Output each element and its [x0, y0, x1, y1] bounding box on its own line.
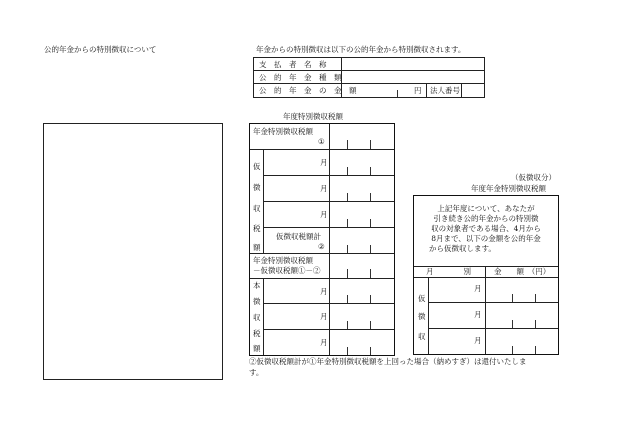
notice-month-unit-1: 月	[474, 284, 482, 293]
pension-amount-label: 公 的 年 金 の 金 額	[259, 86, 357, 95]
provisional-side-char-3: 収	[418, 332, 426, 341]
provisional-label-char-4: 税	[253, 224, 261, 233]
provisional-total-label: 仮徴収税額計	[276, 232, 321, 241]
main-label-char-4: 税	[253, 329, 261, 338]
notice-line-3: 収の対象者である場合、4月から	[431, 224, 541, 233]
payer-name-label-cell	[253, 57, 342, 71]
provisional-table-body	[414, 277, 558, 354]
provisional-label-char-5: 額	[253, 243, 261, 252]
notice-line-5: から仮徴収します。	[429, 244, 496, 253]
col-amount-header: 金 額 （円）	[494, 267, 551, 276]
corp-number-value-cell	[462, 83, 485, 98]
difference-label-line1: 年金特別徴収税額	[253, 256, 313, 265]
provisional-label-char-3: 収	[253, 204, 261, 213]
corp-number-label: 法人番号	[430, 86, 460, 95]
annual-table-caption: 年度特別徴収税額	[283, 112, 343, 121]
pension-type-label-cell	[253, 70, 342, 84]
right-section-title: 年金からの特別徴収は以下の公的年金から特別徴収されます。	[256, 45, 466, 54]
main-month-unit-2: 月	[320, 312, 328, 321]
provisional-notice-row-1	[429, 277, 558, 303]
month-unit-3: 月	[320, 210, 328, 219]
col-month-header: 月 別	[426, 267, 471, 276]
provisional-notice-text-area	[414, 196, 558, 267]
main-label-char-3: 収	[253, 313, 261, 322]
provisional-month-row-3	[264, 201, 394, 228]
main-label-char-2: 徴	[253, 297, 261, 306]
provisional-notice-row-3	[429, 328, 558, 354]
marker-2: ②	[318, 242, 325, 251]
address-box	[43, 123, 223, 380]
main-label-char-5: 額	[253, 344, 261, 353]
pension-type-label: 公 的 年 金 種 類	[259, 73, 342, 82]
notice-month-unit-3: 月	[474, 336, 482, 345]
payer-info-table	[253, 57, 485, 97]
payer-name-label: 支 払 者 名 称	[259, 60, 327, 69]
provisional-tag: （仮徴収分）	[511, 173, 556, 182]
pension-amount-label-cell	[253, 83, 357, 98]
provisional-month-row-1	[264, 149, 394, 176]
footnote-line-1: ②仮徴収税額計が①年金特別徴収税額を上回った場合（納めすぎ）は還付いたしま	[249, 357, 527, 366]
yen-unit: 円	[414, 86, 422, 95]
main-month-row-3	[264, 329, 394, 355]
main-month-unit-3: 月	[320, 338, 328, 347]
provisional-label-char-2: 徴	[253, 183, 261, 192]
payer-name-value-cell	[341, 57, 485, 71]
provisional-side-char-1: 仮	[418, 294, 426, 303]
main-month-unit-1: 月	[320, 287, 328, 296]
notice-line-1: 上記年度について、あなたが	[437, 204, 535, 213]
pension-tax-row	[250, 124, 394, 150]
notice-month-unit-2: 月	[474, 310, 482, 319]
month-unit-1: 月	[320, 158, 328, 167]
main-label-char-1: 本	[253, 281, 261, 290]
footnote-line-2: す。	[249, 368, 264, 377]
provisional-caption: 年度年金特別徴収税額	[471, 184, 546, 193]
main-month-row-2	[264, 303, 394, 330]
left-section-title: 公的年金からの特別徴収について	[44, 45, 157, 54]
provisional-notice-box	[413, 195, 559, 355]
notice-line-4: 8月まで、以下の金額を公的年金	[431, 234, 541, 243]
notice-line-2: 引き続き公的年金からの特別徴	[433, 214, 539, 223]
month-unit-2: 月	[320, 184, 328, 193]
main-month-row-1	[264, 278, 394, 304]
pension-type-value-cell	[341, 70, 485, 84]
marker-1: ①	[318, 137, 325, 146]
difference-label-line2: －仮徴収税額①－②	[253, 266, 321, 275]
provisional-block	[250, 149, 394, 254]
main-collection-block	[250, 278, 394, 355]
corp-number-label-cell	[427, 83, 462, 98]
difference-row	[250, 253, 394, 279]
pension-amount-value-cell	[341, 83, 427, 98]
provisional-notice-row-2	[429, 302, 558, 329]
annual-tax-table	[249, 123, 395, 356]
provisional-label-char-1: 仮	[253, 162, 261, 171]
provisional-total-row	[264, 227, 394, 253]
provisional-side-char-2: 徴	[418, 312, 426, 321]
pension-tax-label: 年金特別徴収税額	[253, 127, 313, 136]
provisional-month-row-2	[264, 175, 394, 202]
